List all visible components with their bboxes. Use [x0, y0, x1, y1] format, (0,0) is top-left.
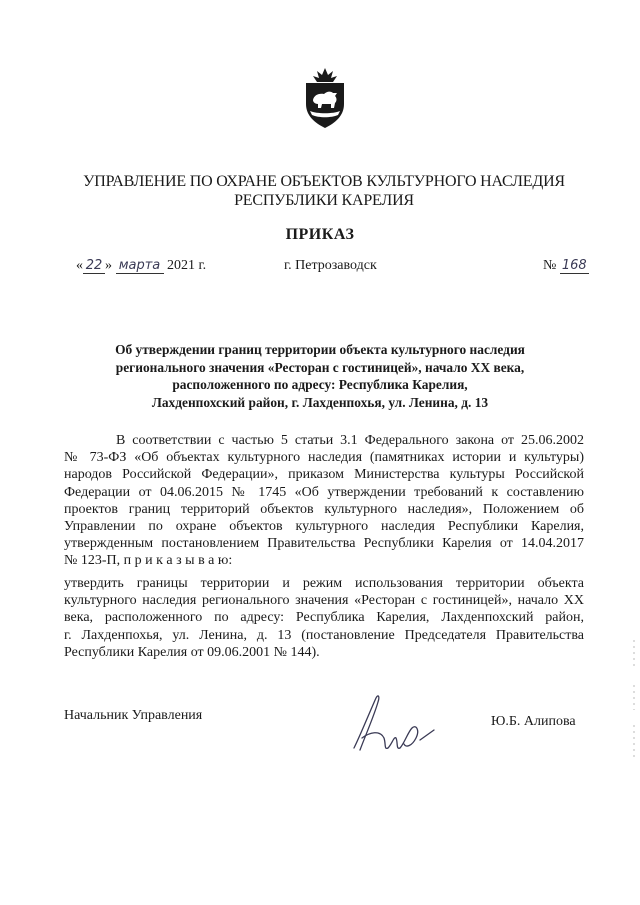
coat-of-arms-icon [300, 66, 350, 130]
order-date [76, 258, 206, 274]
paragraph-line: Федерации от 04.06.2015 № 1745 «Об утверждении требований к составлению [64, 484, 584, 500]
paragraph-line: утвержденным постановлением Правительства Республики Карелия от 14.04.2017 [64, 536, 584, 552]
handwritten-month: марта [116, 259, 164, 274]
handwritten-number: 168 [561, 258, 587, 273]
paragraph-line: Управлении по охране объектов культурного наследия Республики Карелия, [64, 519, 584, 535]
subject-line: расположенного по адресу: Республика Карелия, [172, 377, 468, 392]
signer-title: Начальник Управления [64, 708, 203, 723]
decision-paragraph [64, 575, 584, 661]
handwritten-day: 22 [83, 259, 105, 274]
order-number [543, 258, 589, 274]
paragraph-line: утвердить границы территории и режим использования территории объекта [64, 576, 584, 591]
handwritten-signature-icon [340, 688, 445, 758]
order-year: 2021 г. [167, 258, 207, 273]
organization-title [60, 172, 588, 210]
number-sign: № [543, 258, 557, 273]
quote-open: « [76, 258, 83, 273]
paragraph-line: г. Лахденпохья, ул. Ленина, д. 13 (постановление Председателя Правительства [64, 627, 584, 643]
paragraph-line: № 73-ФЗ «Об объектах культурного наследия (памятниках истории и культуры) [64, 450, 584, 466]
subject-line: регионального значения «Ресторан с гостиницей», начало XX века, [115, 359, 525, 375]
preamble-paragraph [64, 432, 584, 570]
subject-line: Об утверждении границ территории объекта культурного наследия [115, 342, 525, 357]
paragraph-line: Республики Карелия от 09.06.2001 № 144). [64, 644, 320, 660]
scan-edge-mark [633, 640, 635, 760]
paragraph-line: века, расположенного по адресу: Республика Карелия, Лахденпохский район, [64, 610, 584, 626]
order-city: г. Петрозаводск [284, 258, 377, 273]
paragraph-line: В соответствии с частью 5 статьи 3.1 Федерального закона от 25.06.2002 [116, 433, 584, 448]
paragraph-line: народов Российской Федерации», приказом Министерства культуры Российской [64, 467, 584, 483]
signer-name: Ю.Б. Алипова [491, 714, 576, 729]
order-subject [90, 341, 550, 411]
order-title: ПРИКАЗ [285, 226, 355, 243]
organization-title-line: УПРАВЛЕНИЕ ПО ОХРАНЕ ОБЪЕКТОВ КУЛЬТУРНОГО НАСЛЕДИЯ [83, 173, 565, 190]
paragraph-line: № 123-П, п р и к а з ы в а ю: [64, 553, 233, 569]
subject-line: Лахденпохский район, г. Лахденпохья, ул. Ленина, д. 13 [151, 394, 489, 410]
paragraph-line: культурного наследия регионального значения «Ресторан с гостиницей», начало XX [64, 593, 584, 609]
quote-close: » [105, 258, 112, 273]
paragraph-line: проектов границ территорий объектов культурного наследия», Положением об [64, 501, 584, 517]
organization-title-line: РЕСПУБЛИКИ КАРЕЛИЯ [234, 192, 414, 209]
